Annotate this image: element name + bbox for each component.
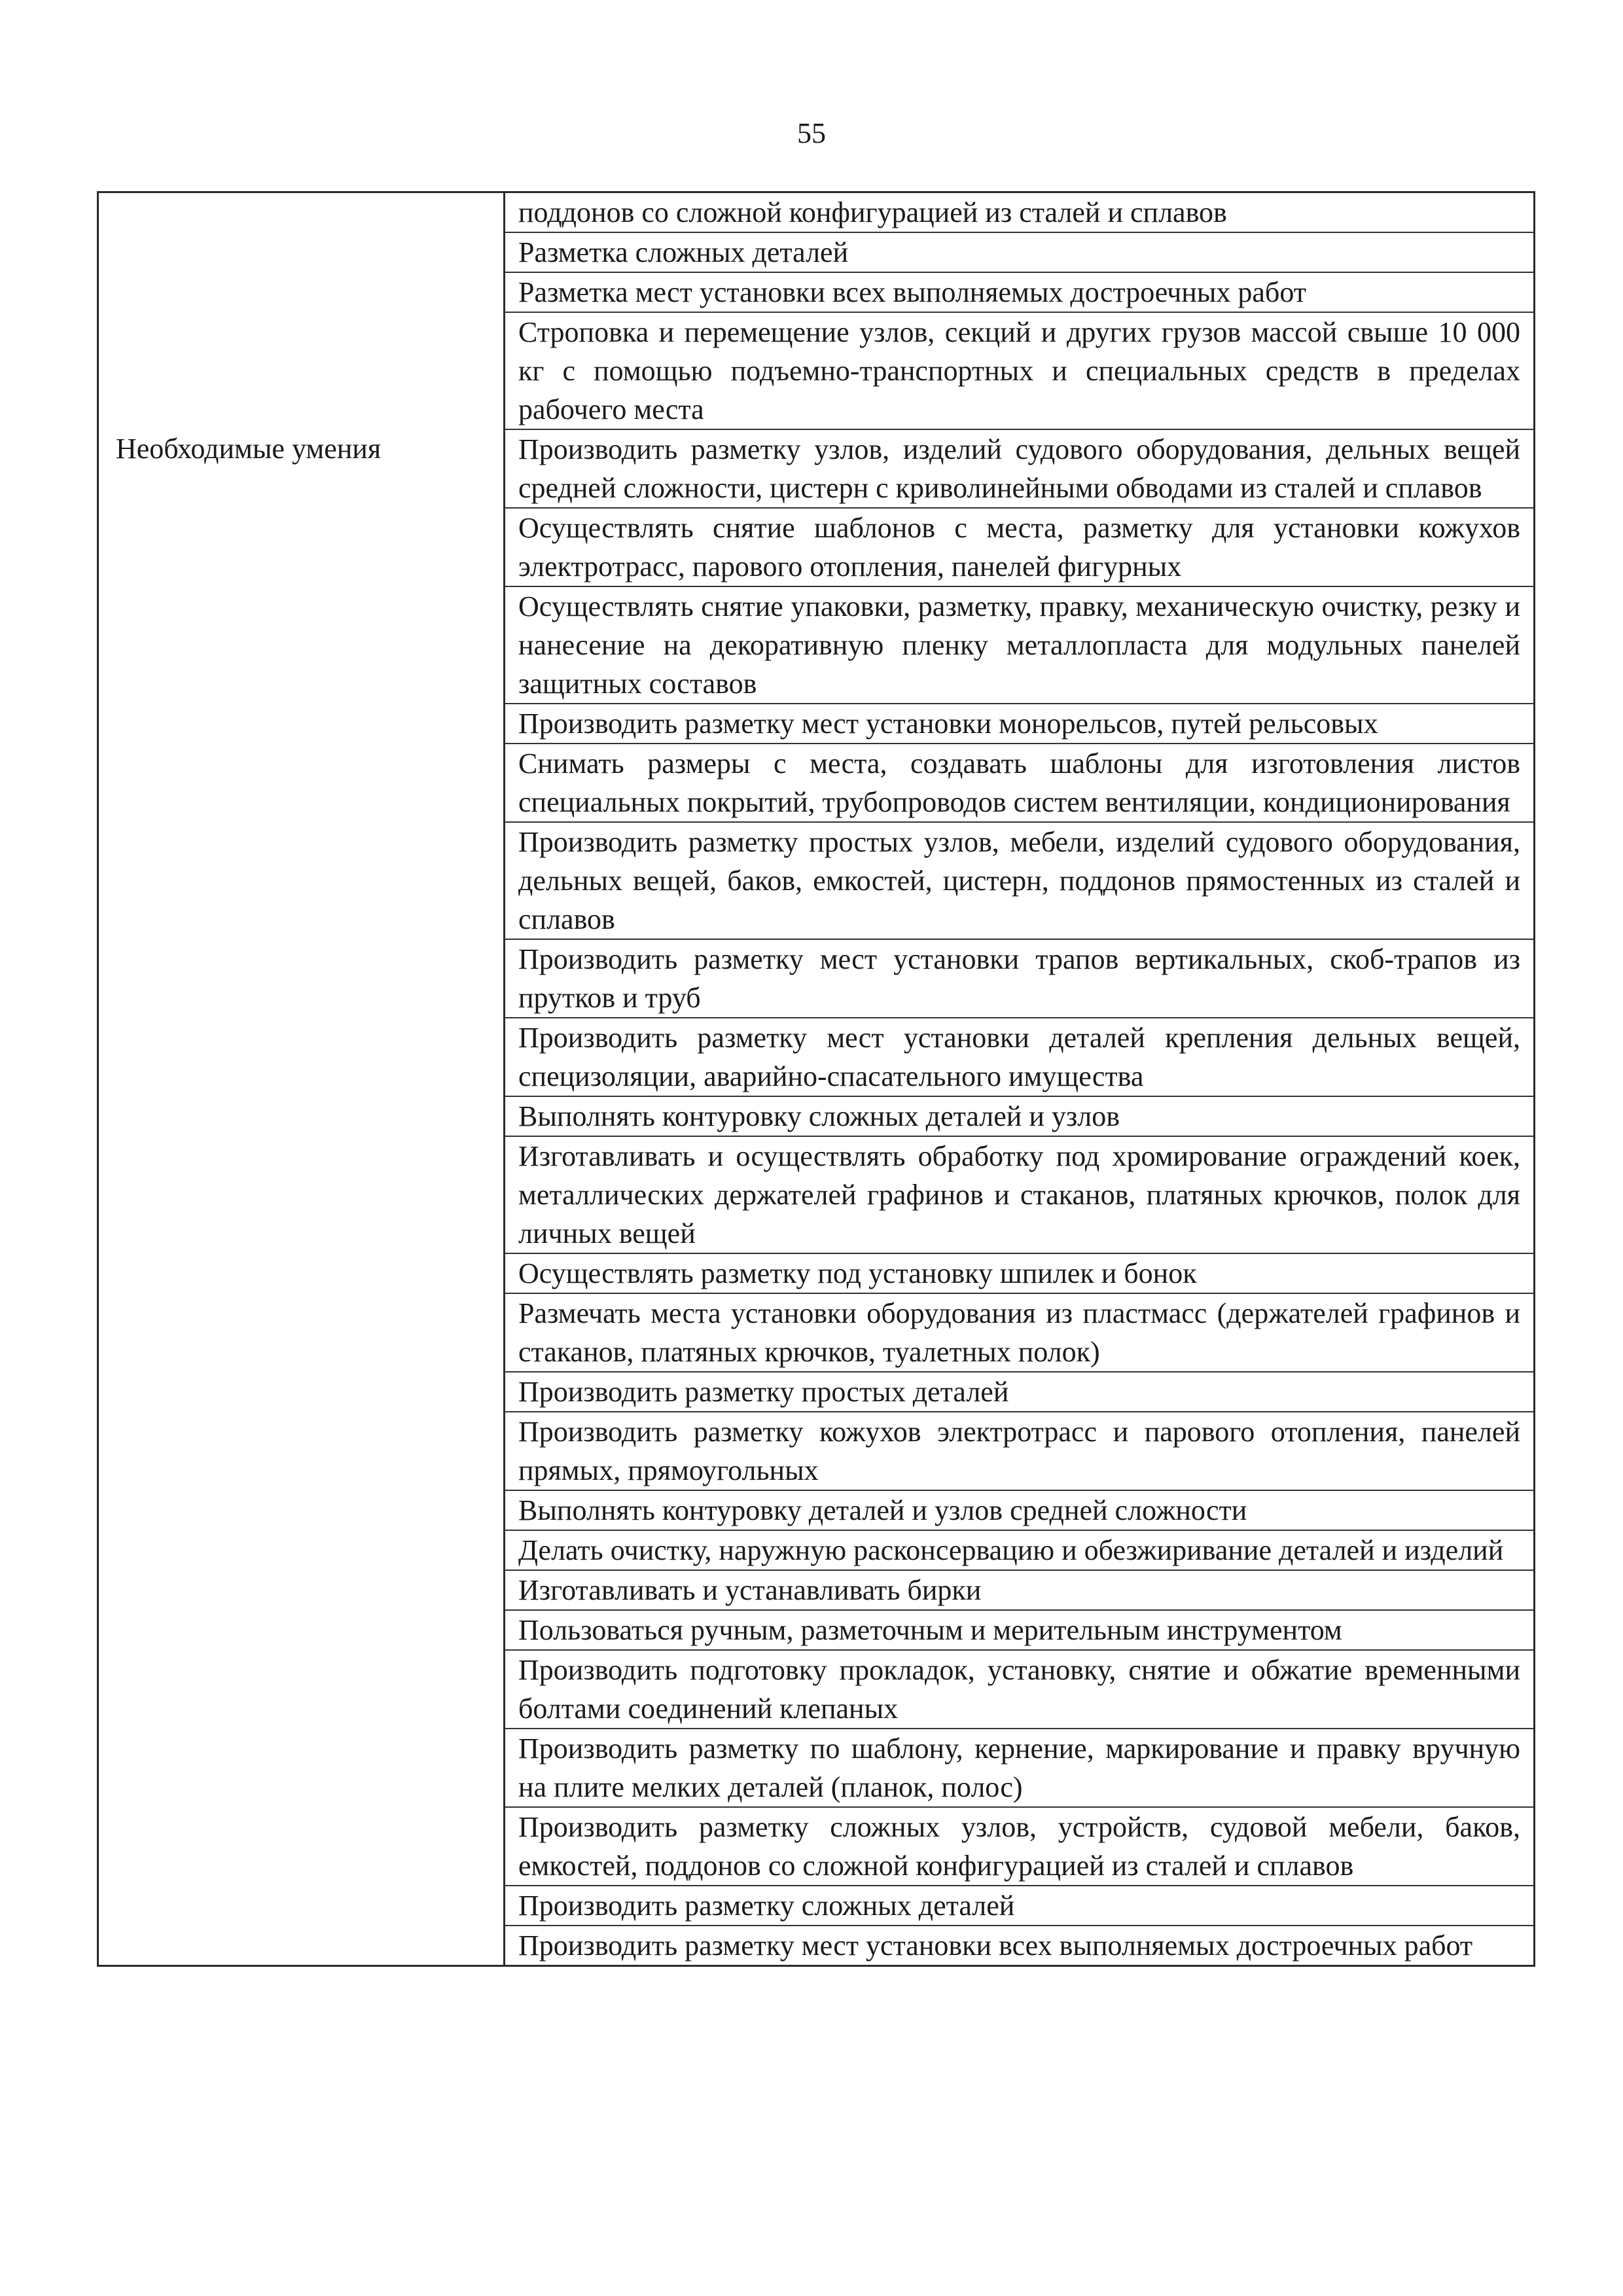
table-cell: Пользоваться ручным, разметочным и мерительным инструментом xyxy=(505,1610,1535,1650)
table-cell: Производить разметку простых узлов, мебели, изделий судового оборудования, дельных вещей, баков, емкостей, цистерн, поддонов прямостенных из сталей и сплавов xyxy=(505,822,1535,939)
table-row xyxy=(98,429,1535,508)
table-cell: Осуществлять снятие шаблонов с места, разметку для установки кожухов электротрасс, парового отопления, панелей фигурных xyxy=(505,508,1535,586)
table-cell: Производить разметку мест установки деталей крепления дельных вещей, специзоляции, аварийно-спасательного имущества xyxy=(505,1018,1535,1096)
table-cell: Разметка мест установки всех выполняемых достроечных работ xyxy=(505,272,1535,312)
table-cell: Производить разметку мест установки трапов вертикальных, скоб-трапов из прутков и труб xyxy=(505,939,1535,1018)
table-cell: Производить разметку мест установки монорельсов, путей рельсовых xyxy=(505,704,1535,744)
table-row xyxy=(98,192,1535,233)
section-label: Необходимые умения xyxy=(116,433,382,465)
table-cell: Производить разметку кожухов электротрасс и парового отопления, панелей прямых, прямоугольных xyxy=(505,1412,1535,1490)
table-cell: Выполнять контуровку деталей и узлов средней сложности xyxy=(505,1490,1535,1530)
table-cell: Выполнять контуровку сложных деталей и узлов xyxy=(505,1096,1535,1136)
table-cell: Делать очистку, наружную расконсервацию и обезжиривание деталей и изделий xyxy=(505,1530,1535,1570)
table-cell: Осуществлять снятие упаковки, разметку, правку, механическую очистку, резку и нанесение на декоративную пленку металлопласта для модульных панелей защитных составов xyxy=(505,586,1535,704)
table-cell: Производить подготовку прокладок, установку, снятие и обжатие временными болтами соединений клепаных xyxy=(505,1650,1535,1729)
requirements-table xyxy=(97,191,1535,1967)
section-label-cell xyxy=(98,429,505,1966)
table-cell: Снимать размеры с места, создавать шаблоны для изготовления листов специальных покрытий, трубопроводов систем вентиляции, кондиционирования xyxy=(505,744,1535,822)
table-cell: Производить разметку сложных узлов, устройств, судовой мебели, баков, емкостей, поддонов со сложной конфигурацией из сталей и сплавов xyxy=(505,1807,1535,1886)
table-cell: Производить разметку узлов, изделий судового оборудования, дельных вещей средней сложности, цистерн с криволинейными обводами из сталей и сплавов xyxy=(505,429,1535,508)
table-cell: Разметка сложных деталей xyxy=(505,232,1535,272)
table-cell: Строповка и перемещение узлов, секций и других грузов массой свыше 10 000 кг с помощью подъемно-транспортных и специальных средств в пределах рабочего места xyxy=(505,312,1535,429)
table-cell: Изготавливать и осуществлять обработку под хромирование ограждений коек, металлических держателей графинов и стаканов, платяных крючков, полок для личных вещей xyxy=(505,1136,1535,1253)
table-cell: поддонов со сложной конфигурацией из сталей и сплавов xyxy=(505,192,1535,233)
table-cell: Производить разметку сложных деталей xyxy=(505,1886,1535,1926)
empty-label-cell xyxy=(98,192,505,430)
table-cell: Производить разметку простых деталей xyxy=(505,1372,1535,1412)
table-cell: Изготавливать и устанавливать бирки xyxy=(505,1570,1535,1610)
table-cell: Осуществлять разметку под установку шпилек и бонок xyxy=(505,1253,1535,1293)
page-number: 55 xyxy=(797,117,826,149)
table-cell: Производить разметку по шаблону, кернение, маркирование и правку вручную на плите мелких деталей (планок, полос) xyxy=(505,1729,1535,1807)
table-cell: Размечать места установки оборудования из пластмасс (держателей графинов и стаканов, платяных крючков, туалетных полок) xyxy=(505,1293,1535,1372)
table-cell: Производить разметку мест установки всех выполняемых достроечных работ xyxy=(518,1929,1473,1962)
